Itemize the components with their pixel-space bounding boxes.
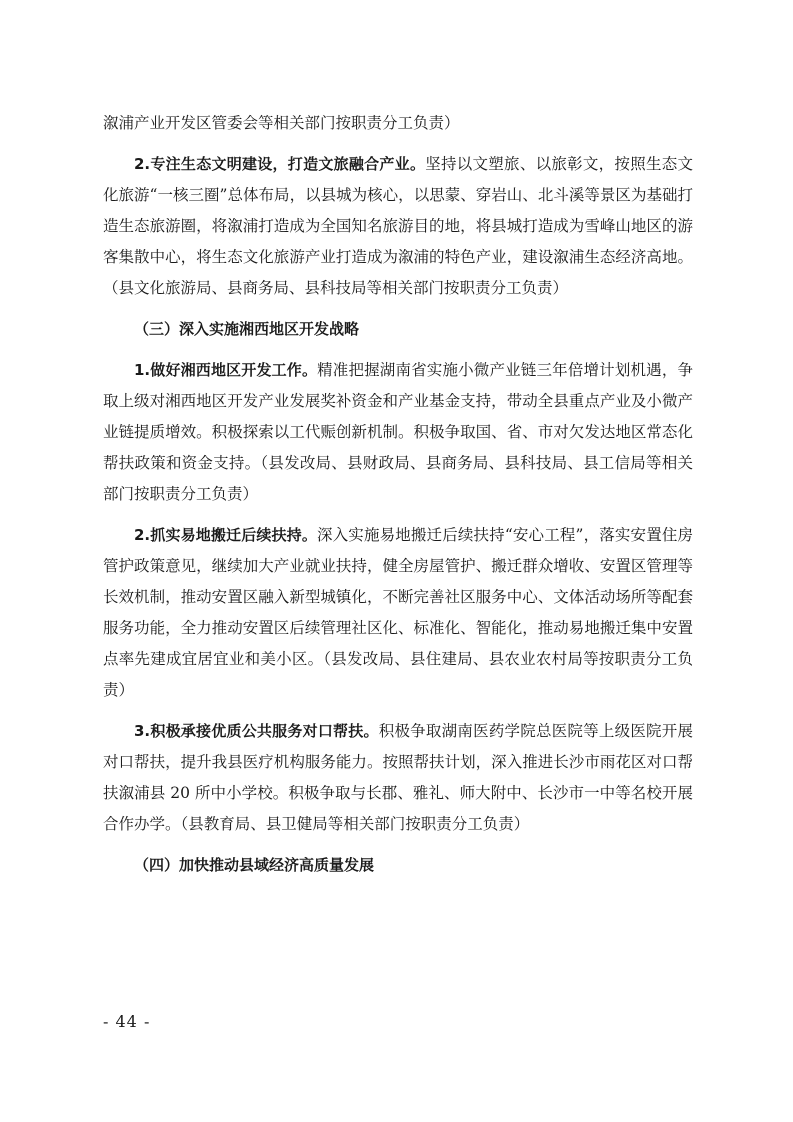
paragraph-text: 积极争取湖南医药学院总医院等上级医院开展对口帮扶，提升我县医疗机构服务能力。按照帮扶计划，深入推进长沙市雨花区对口帮扶溆浦县 20 所中小学校。积极争取与长郡、雅礼、师大附中、长沙市一中等名校开展合作办学。（县教育局、县卫健局等相关部门按职责分工负责）: [103, 722, 693, 833]
paragraph-relocation-support: [103, 520, 693, 706]
paragraph-text: 深入实施易地搬迁后续扶持“安心工程”，落实安置住房管护政策意见，继续加大产业就业扶持，健全房屋管护、搬迁群众增收、安置区管理等长效机制，推动安置区融入新型城镇化，不断完善社区服务中心、文体活动场所等配套服务功能，全力推动安置区后续管理社区化、标准化、智能化，推动易地搬迁集中安置点率先建成宜居宜业和美小区。（县发改局、县住建局、县农业农村局等按职责分工负责）: [103, 526, 694, 699]
paragraph-lead: 3.积极承接优质公共服务对口帮扶。: [134, 722, 379, 740]
page-number: - 44 -: [103, 1012, 151, 1031]
paragraph-lead: 2.抓实易地搬迁后续扶持。: [134, 526, 317, 544]
paragraph-lead: 2.专注生态文明建设，打造文旅融合产业。: [134, 155, 426, 173]
paragraph-lead: 1.做好湘西地区开发工作。: [134, 361, 318, 379]
paragraph-text: 坚持以文塑旅、以旅彰文，按照生态文化旅游“一核三圈”总体布局，以县城为核心，以思蒙、穿岩山、北斗溪等景区为基础打造生态旅游圈，将溆浦打造成为全国知名旅游目的地，将县城打造成为雪峰山地区的游客集散中心，将生态文化旅游产业打造成为溆浦的特色产业，建设溆浦生态经济高地。（县文化旅游局、县商务局、县科技局等相关部门按职责分工负责）: [103, 155, 693, 297]
paragraph-ecotourism: [103, 149, 693, 304]
continuation-paragraph: 溆浦产业开发区管委会等相关部门按职责分工负责）: [103, 114, 460, 132]
paragraph-public-services: [103, 716, 693, 840]
section-heading-3: （三）深入实施湘西地区开发战略: [134, 320, 360, 338]
document-body: [103, 108, 693, 891]
section-heading-4: （四）加快推动县域经济高质量发展: [134, 856, 375, 874]
paragraph-xiangxi-development: [103, 355, 693, 510]
paragraph-text: 精准把握湖南省实施小微产业链三年倍增计划机遇，争取上级对湘西地区开发产业发展奖补资金和产业基金支持，带动全县重点产业及小微产业链提质增效。积极探索以工代赈创新机制。积极争取国、省、市对欠发达地区常态化帮扶政策和资金支持。（县发改局、县财政局、县商务局、县科技局、县工信局等相关部门按职责分工负责）: [103, 361, 693, 503]
